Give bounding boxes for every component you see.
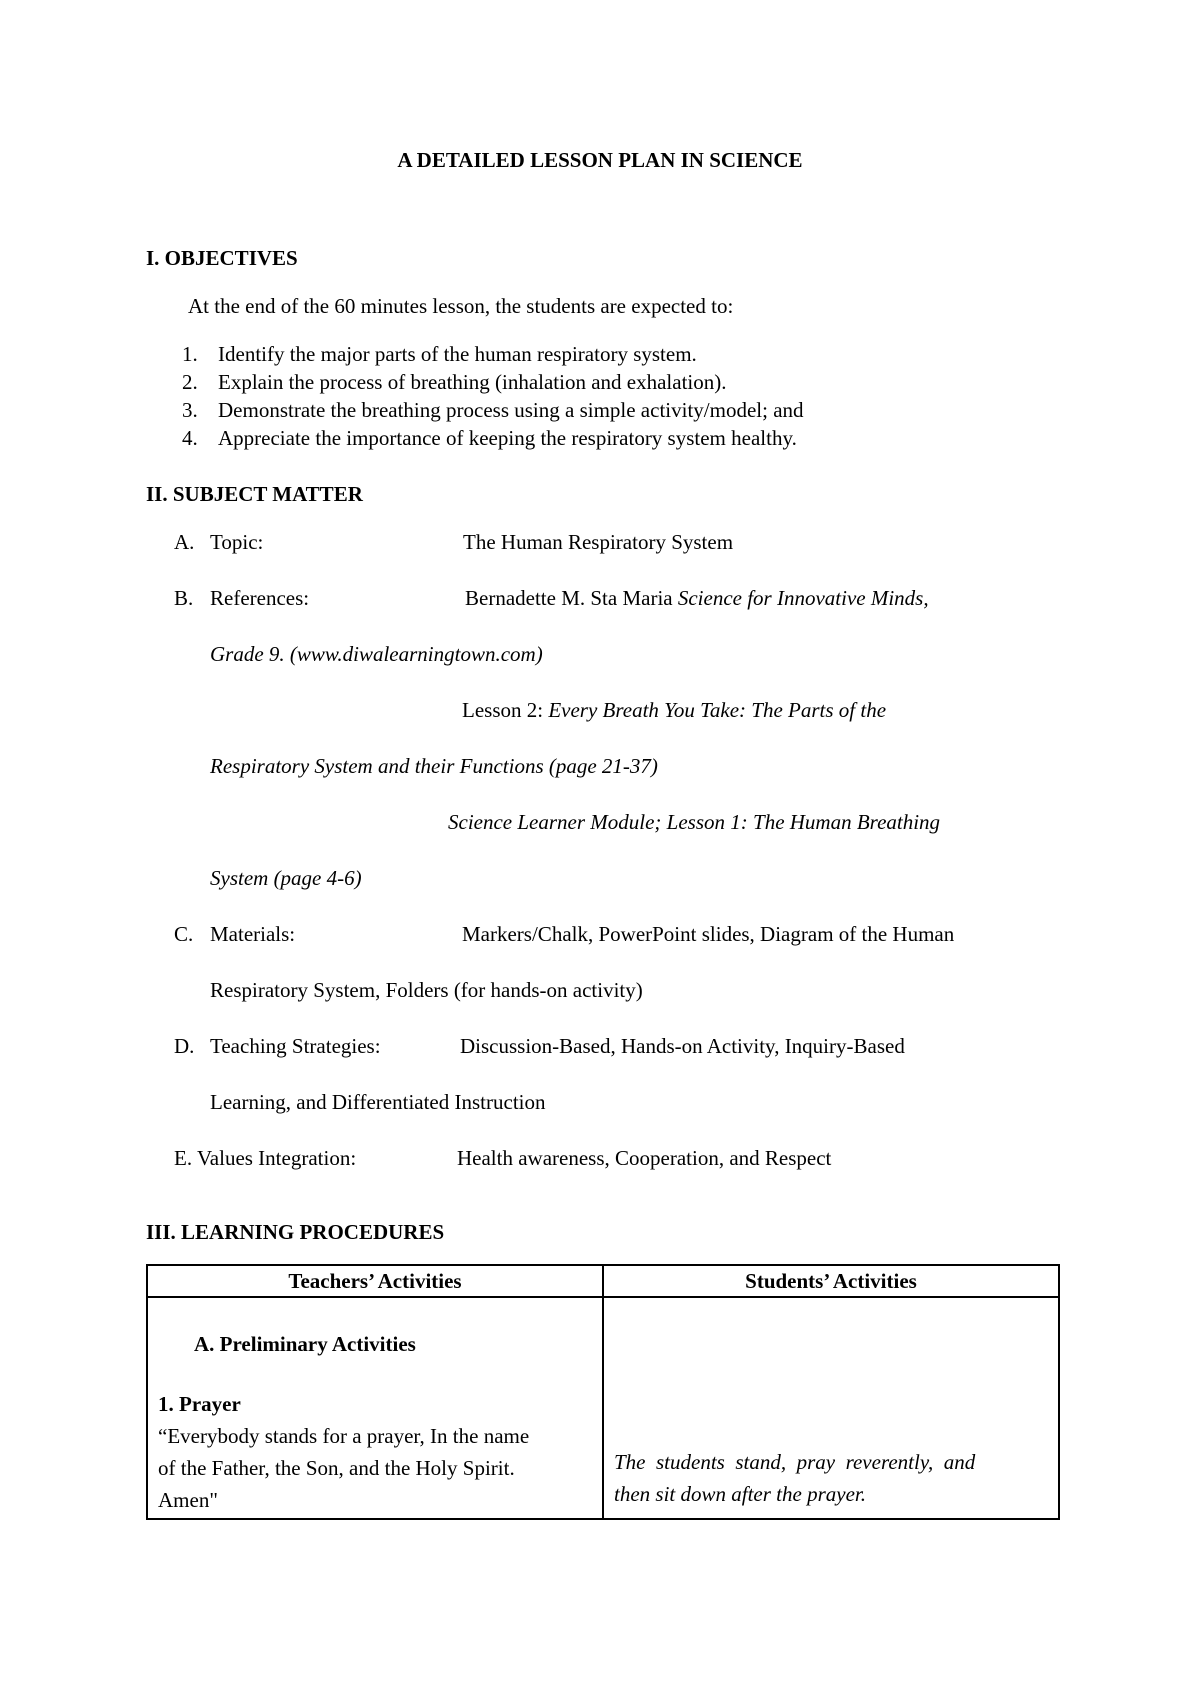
materials-value: Markers/Chalk, PowerPoint slides, Diagram of the Human [462, 922, 955, 946]
objective-text: Appreciate the importance of keeping the respiratory system healthy. [218, 426, 797, 450]
objective-number: 2. [182, 370, 198, 394]
reference-line: System (page 4-6) [210, 866, 362, 890]
values-value: Health awareness, Cooperation, and Respect [457, 1146, 832, 1170]
objective-number: 3. [182, 398, 198, 422]
teacher-activities-header: Teachers’ Activities [147, 1265, 603, 1297]
materials-label: Materials: [210, 922, 296, 946]
reference-line [462, 700, 886, 721]
prayer-text: Amen" [158, 1488, 218, 1512]
procedures-table [146, 1264, 1060, 1520]
topic-value: The Human Respiratory System [463, 530, 734, 554]
subject-matter-heading: II. SUBJECT MATTER [146, 482, 363, 506]
student-response-text: The students stand, pray reverently, and [614, 1450, 976, 1474]
student-response-text: then sit down after the prayer. [614, 1482, 866, 1506]
strategies-value: Learning, and Differentiated Instruction [210, 1090, 546, 1114]
reference-author: Bernadette M. Sta Maria [465, 586, 678, 610]
materials-value: Respiratory System, Folders (for hands-on activity) [210, 978, 643, 1002]
references-letter: B. [174, 586, 194, 610]
objective-text: Demonstrate the breathing process using a simple activity/model; and [218, 398, 804, 422]
strategies-label: Teaching Strategies: [210, 1034, 381, 1058]
table-row [147, 1297, 1059, 1519]
table-header-row [147, 1265, 1059, 1297]
reference-book-title: Science for Innovative Minds, [677, 586, 929, 610]
objective-text: Explain the process of breathing (inhalation and exhalation). [218, 370, 727, 394]
reference-line [465, 588, 929, 609]
objectives-heading: I. OBJECTIVES [146, 246, 298, 270]
prayer-heading: 1. Prayer [158, 1392, 241, 1416]
prayer-text: “Everybody stands for a prayer, In the name [158, 1424, 530, 1448]
topic-label: Topic: [210, 530, 264, 554]
procedures-heading: III. LEARNING PROCEDURES [146, 1220, 445, 1244]
preliminary-activities-heading: A. Preliminary Activities [194, 1332, 416, 1356]
reference-line: Grade 9. (www.diwalearningtown.com) [210, 642, 543, 666]
student-cell [603, 1297, 1059, 1519]
prayer-text: of the Father, the Son, and the Holy Spirit. [158, 1456, 515, 1480]
objective-number: 4. [182, 426, 198, 450]
teacher-cell [147, 1297, 603, 1519]
reference-lesson-title: Every Breath You Take: The Parts of the [548, 698, 887, 722]
strategies-letter: D. [174, 1034, 195, 1058]
strategies-value: Discussion-Based, Hands-on Activity, Inquiry-Based [460, 1034, 905, 1058]
values-label: E. Values Integration: [174, 1146, 357, 1170]
topic-letter: A. [174, 530, 195, 554]
objective-text: Identify the major parts of the human respiratory system. [218, 342, 697, 366]
reference-lesson-label: Lesson 2: [462, 698, 549, 722]
objective-number: 1. [182, 342, 198, 366]
references-label: References: [210, 586, 310, 610]
reference-line: Respiratory System and their Functions (page 21-37) [210, 754, 658, 778]
objectives-intro: At the end of the 60 minutes lesson, the students are expected to: [188, 294, 734, 318]
student-activities-header: Students’ Activities [603, 1265, 1059, 1297]
materials-letter: C. [174, 922, 194, 946]
reference-line: Science Learner Module; Lesson 1: The Human Breathing [448, 810, 941, 834]
document-title: A DETAILED LESSON PLAN IN SCIENCE [397, 148, 803, 172]
